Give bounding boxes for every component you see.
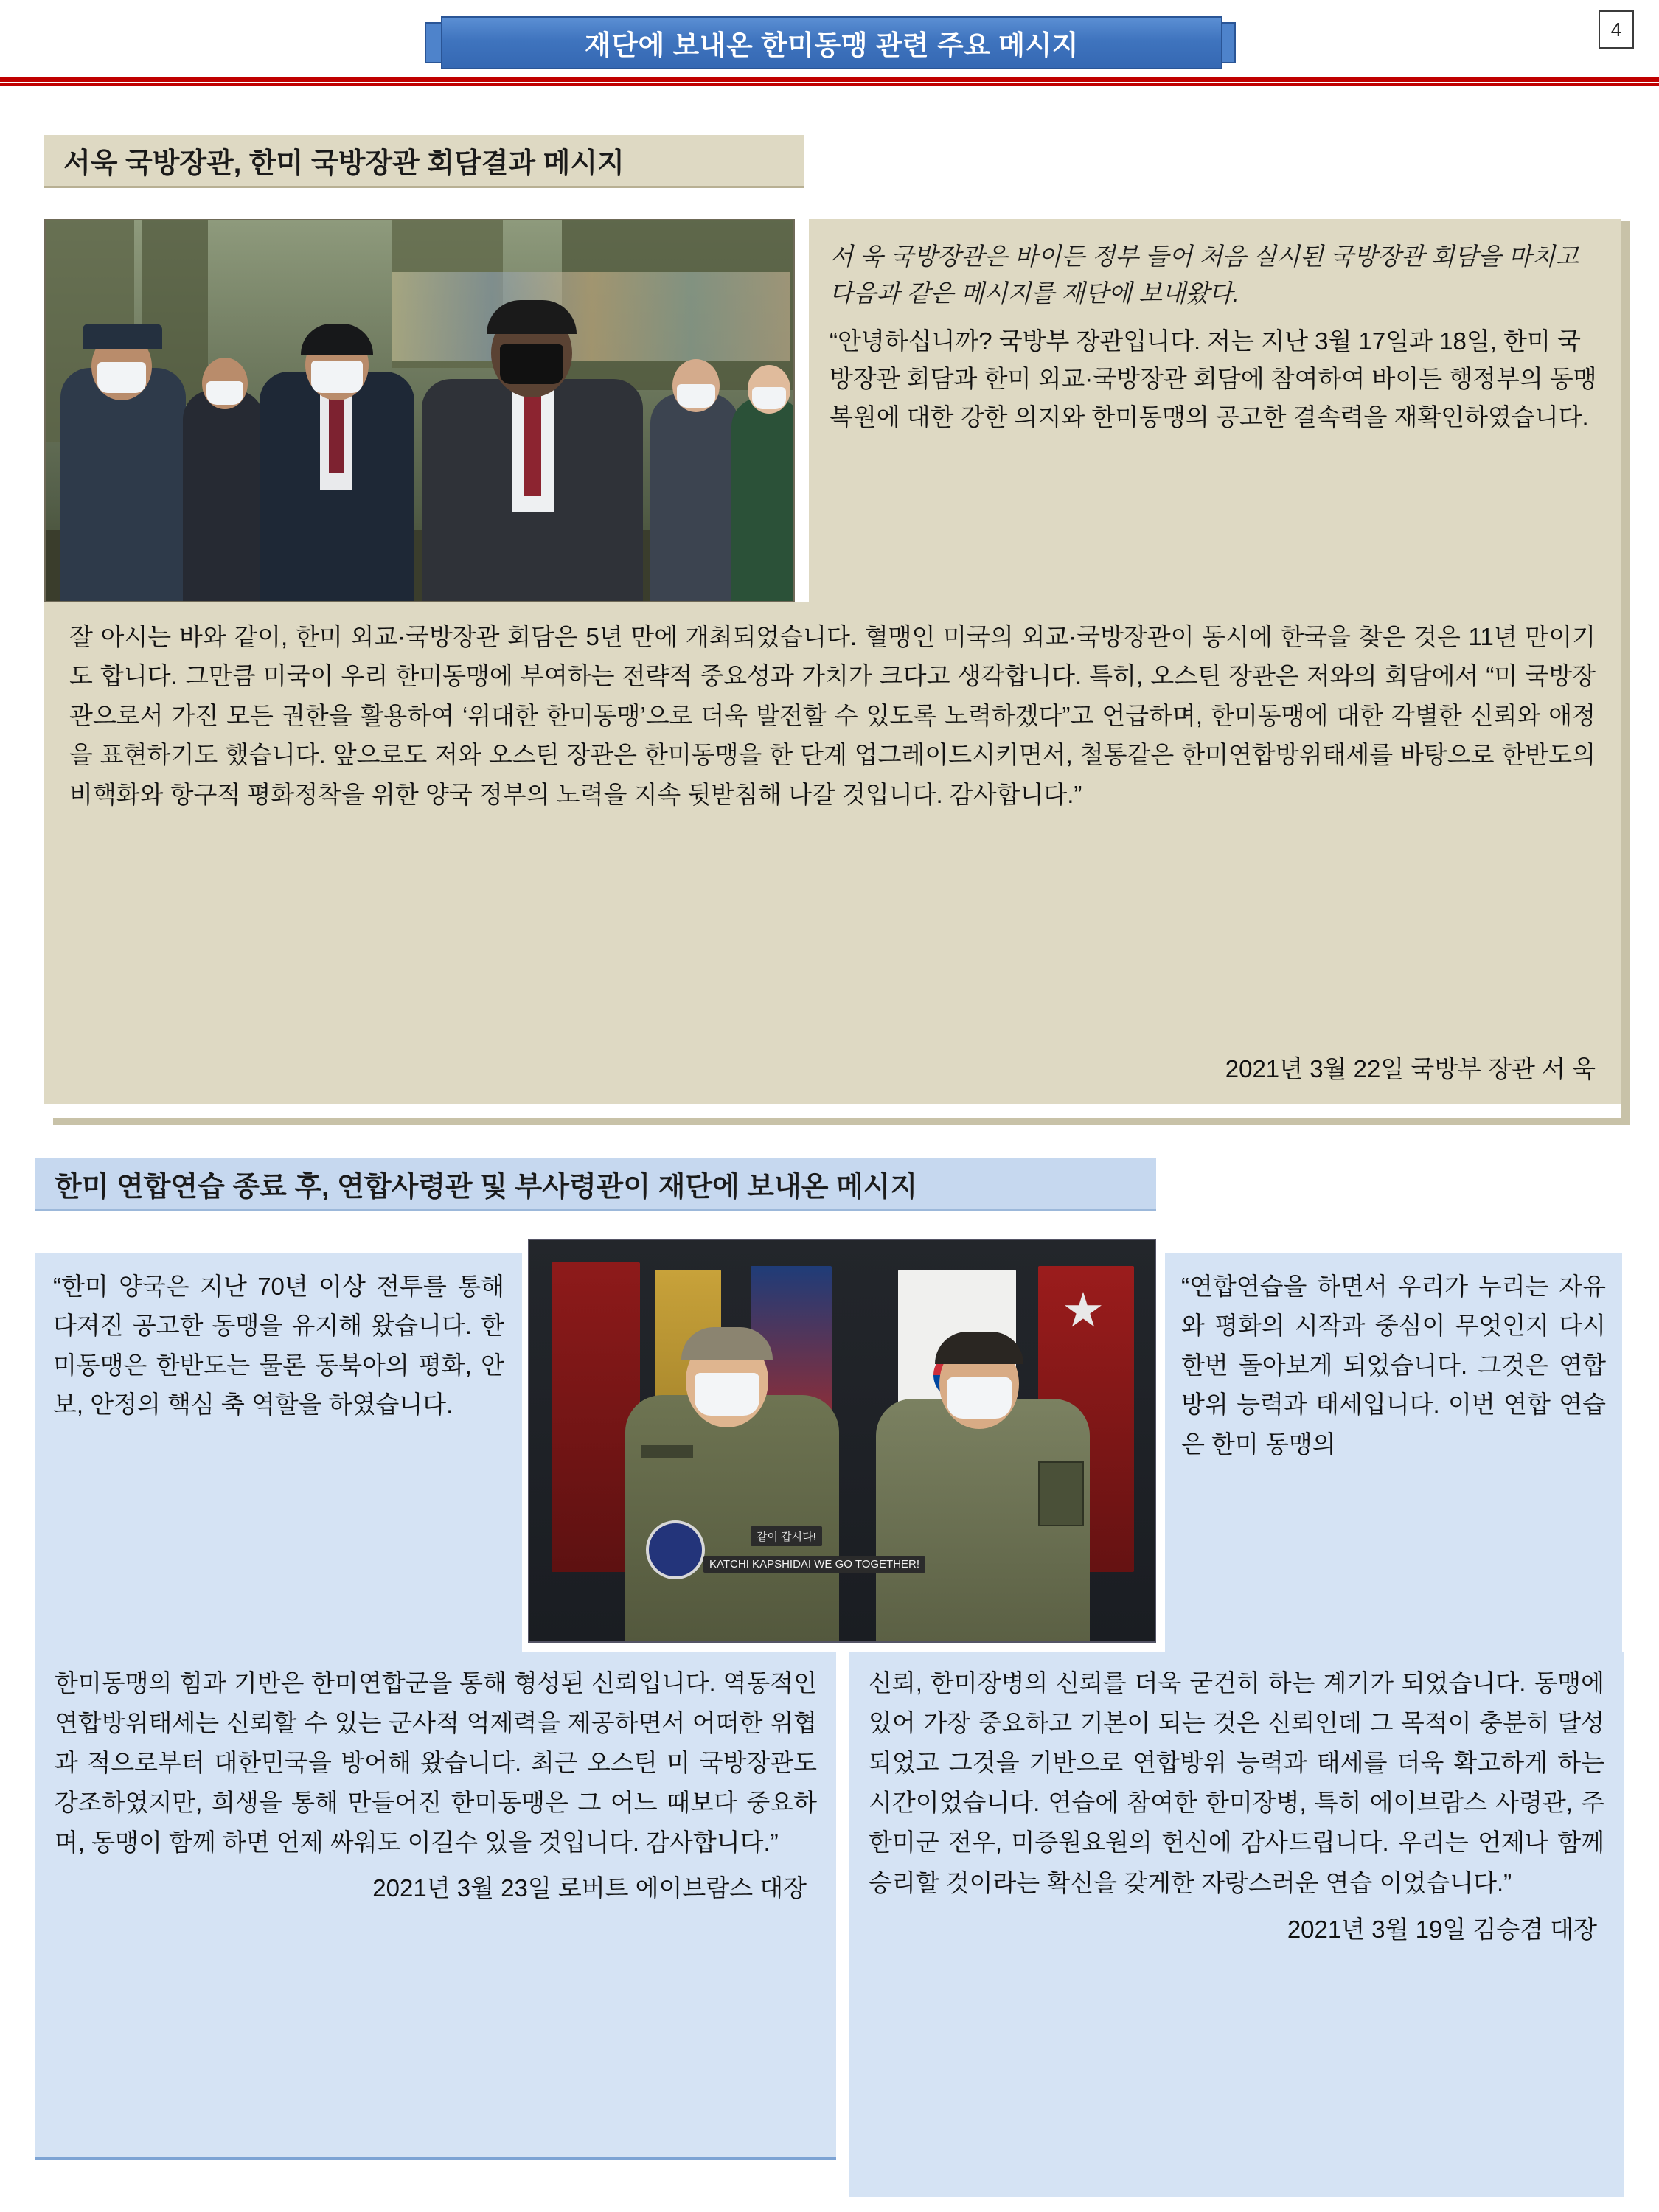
- page-number-label: 4: [1610, 18, 1622, 41]
- photo-name-tape: [1038, 1461, 1084, 1526]
- photo-person: [183, 390, 264, 602]
- photo-person-mask: [752, 387, 786, 409]
- photo-person-mask: [206, 381, 243, 405]
- photo-unit-patch: [646, 1520, 705, 1579]
- page-title: 재단에 보내온 한미동맹 관련 주요 메시지: [584, 30, 1079, 60]
- page-number: [1599, 10, 1634, 49]
- section1-shadow-right: [1621, 221, 1630, 1124]
- section1-signature: 2021년 3월 22일 국방부 장관 서 욱: [1225, 1055, 1596, 1082]
- photo-name-tape: [641, 1445, 693, 1458]
- section2-left-top-box: [35, 1253, 522, 1652]
- photo-person-mask: [97, 362, 146, 393]
- header-divider-thick: [0, 77, 1659, 82]
- photo-flag-row: [392, 272, 790, 361]
- photo-person: [625, 1395, 839, 1642]
- section2-heading-label: 한미 연합연습 종료 후, 연합사령관 및 부사령관이 재단에 보내온 메시지: [55, 1172, 918, 1203]
- section2-heading: [35, 1158, 1156, 1211]
- photo-person-cap: [83, 324, 162, 349]
- section1-shadow-bottom: [53, 1118, 1630, 1125]
- photo-caption-en: KATCHI KAPSHIDAI WE GO TOGETHER!: [703, 1556, 925, 1573]
- section2-right-bottom-box: [849, 1652, 1624, 2197]
- photo-person-mask: [677, 384, 715, 408]
- section2-photo-canvas: [529, 1240, 1155, 1641]
- photo-person-mask: [695, 1373, 759, 1416]
- section2-right-top-box: [1165, 1253, 1622, 1652]
- section1-photo-canvas: [46, 220, 793, 601]
- section1-heading: [44, 135, 804, 188]
- photo-person-tie: [524, 393, 541, 496]
- section1-body-box: [44, 602, 1621, 1104]
- photo-person-mask: [500, 344, 563, 384]
- photo-caption-ko: 같이 갑시다!: [751, 1526, 822, 1546]
- section2-right-signature: 2021년 3월 19일 김승겸 대장: [1287, 1915, 1597, 1943]
- section1-heading-label: 서욱 국방장관, 한미 국방장관 회담결과 메시지: [63, 148, 625, 179]
- section1-photo: [44, 219, 795, 602]
- section2-photo: [528, 1239, 1156, 1643]
- section1-lead-text: 서 욱 국방장관은 바이든 정부 들어 처음 실시된 국방장관 회담을 마치고 다음과 같은 메시지를 재단에 보내왔다.: [830, 243, 1579, 307]
- photo-person-mask: [311, 361, 363, 393]
- section2-left-top-text: “한미 양국은 지난 70년 이상 전투를 통해 다져진 공고한 동맹을 유지해 왔습니다. 한미동맹은 한반도는 물론 동북아의 평화, 안보, 안정의 핵심 축 역할을 하였습니다.: [53, 1273, 504, 1419]
- footer-divider: [35, 2157, 836, 2160]
- photo-person-mask: [947, 1377, 1012, 1419]
- section1-quote-intro: “안녕하십니까? 국방부 장관입니다. 저는 지난 3월 17일과 18일, 한미 국방장관 회담과 한미 외교·국방장관 회담에 참여하여 바이든 행정부의 동맹 복원에 대한 강한 의지와 한미동맹의 공고한 결속력을 재확인하였습니다.: [830, 327, 1597, 431]
- section2-left-signature: 2021년 3월 23일 로버트 에이브람스 대장: [372, 1874, 807, 1902]
- section2-right-top-text: “연합연습을 하면서 우리가 누리는 자유와 평화의 시작과 중심이 무엇인지 다시한번 돌아보게 되었습니다. 그것은 연합방위 능력과 태세입니다. 이번 연합 연습은 한미 동맹의: [1181, 1273, 1606, 1458]
- section2-left-bottom-box: [35, 1652, 836, 2160]
- header-divider-thin: [0, 83, 1659, 86]
- section1-quote-box: [809, 219, 1621, 602]
- photo-person: [650, 394, 739, 602]
- photo-person: [60, 368, 186, 602]
- section2-right-bottom-text: 신뢰, 한미장병의 신뢰를 더욱 굳건히 하는 계기가 되었습니다. 동맹에 있어 가장 중요하고 기본이 되는 것은 신뢰인데 그 목적이 충분히 달성되었고 그것을 기반으로 연합방위 능력과 태세를 더욱 확고하게 하는 시간이었습니다. 연습에 참여한 한미장병, 특히 에이브람스 사령관, 주한미군 전우, 미증원요원의 헌신에 감사드립니다. 우리는 언제나 함께 승리할 것이라는 확신을 갖게한 자랑스러운 연습 이었습니다.”: [869, 1669, 1604, 1896]
- page-header-banner: [441, 16, 1222, 69]
- section2-left-bottom-text: 한미동맹의 힘과 기반은 한미연합군을 통해 형성된 신뢰입니다. 역동적인 연합방위태세는 신뢰할 수 있는 군사적 억제력을 제공하면서 어떠한 위협과 적으로부터 대한민국을 방어해 왔습니다. 최근 오스틴 미 국방장관도 강조하였지만, 희생을 통해 만들어진 한미동맹은 그 어느 때보다 중요하며, 동맹이 함께 하면 언제 싸워도 이길수 있을 것입니다. 감사합니다.”: [55, 1669, 817, 1857]
- section1-body-text: 잘 아시는 바와 같이, 한미 외교·국방장관 회담은 5년 만에 개최되었습니다. 혈맹인 미국의 외교·국방장관이 동시에 한국을 찾은 것은 11년 만이기도 합니다. 그만큼 미국이 우리 한미동맹에 부여하는 전략적 중요성과 가치가 크다고 생각합니다. 특히, 오스틴 장관은 저와의 회담에서 “미 국방장관으로서 가진 모든 권한을 활용하여 ‘위대한 한미동맹’으로 더욱 발전할 수 있도록 노력하겠다”고 언급하며, 한미동맹에 대한 각별한 신뢰와 애정을 표현하기도 했습니다. 앞으로도 저와 오스틴 장관은 한미동맹을 한 단계 업그레이드시키면서, 철통같은 한미연합방위태세를 바탕으로 한반도의 비핵화와 항구적 평화정착을 위한 양국 정부의 노력을 지속 뒷받침해 나갈 것입니다. 감사합니다.”: [69, 623, 1596, 808]
- photo-person: [731, 397, 795, 602]
